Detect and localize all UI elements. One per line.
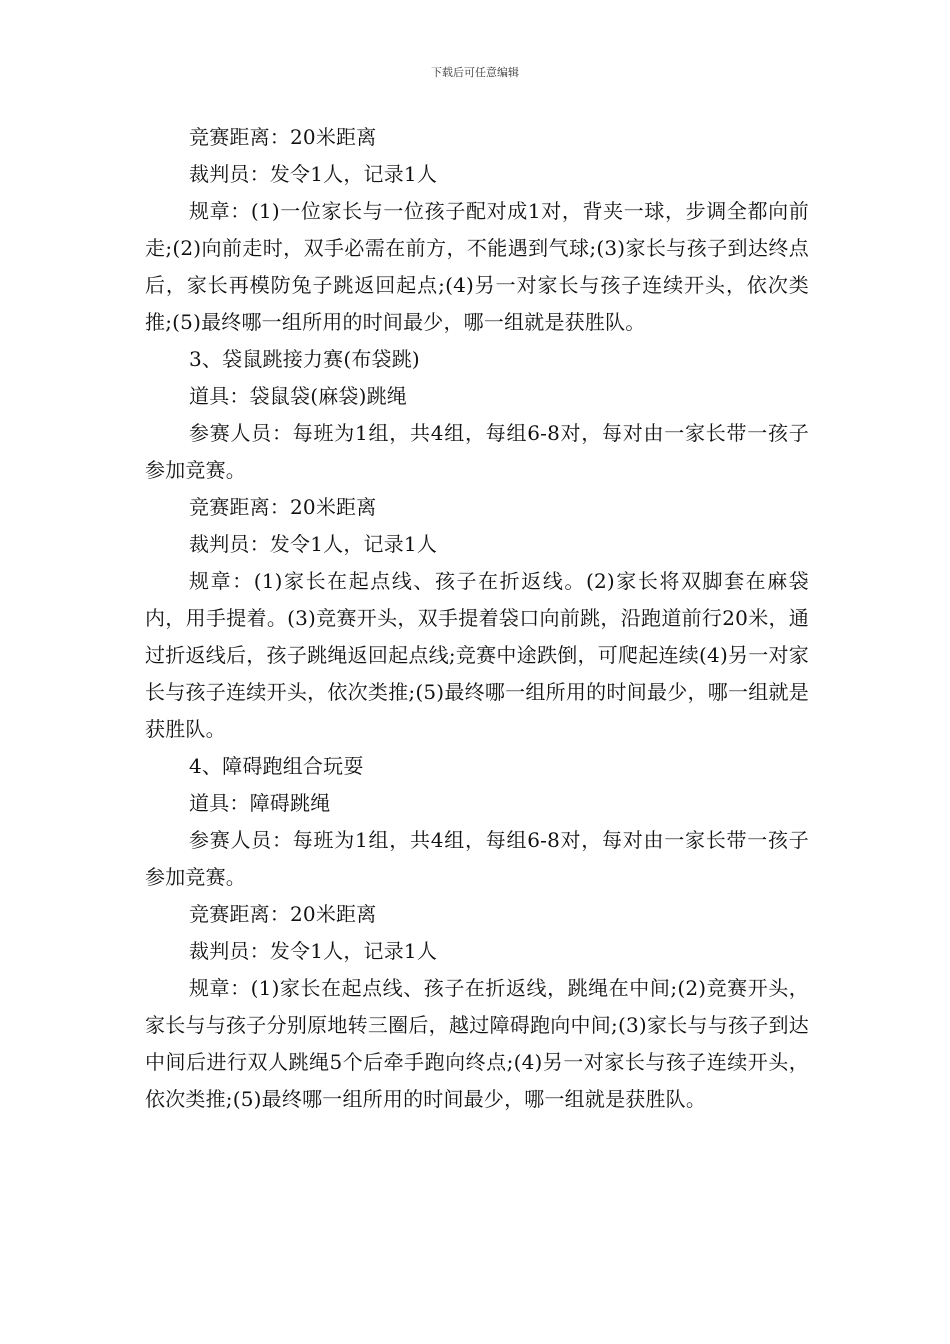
- paragraph: 规章：(1)一位家长与一位孩子配对成1对，背夹一球，步调全都向前走;(2)向前走时，双手必需在前方，不能遇到气球;(3)家长与孩子到达终点后，家长再模防兔子跳返回起点;(4)另一对家长与孩子连续开头，依次类推;(5)最终哪一组所用的时间最少，哪一组就是获胜队。: [145, 199, 809, 334]
- paragraph: 裁判员：发令1人，记录1人: [189, 162, 438, 186]
- paragraph: 竞赛距离：20米距离: [189, 902, 377, 926]
- paragraph: 参赛人员：每班为1组，共4组，每组6-8对，每对由一家长带一孩子参加竞赛。: [145, 421, 809, 482]
- paragraph: 竞赛距离：20米距离: [189, 125, 377, 149]
- section-heading: 3、袋鼠跳接力赛(布袋跳): [189, 347, 420, 371]
- paragraph: 道具：障碍跳绳: [189, 791, 331, 815]
- section-heading: 4、障碍跑组合玩耍: [189, 754, 364, 778]
- paragraph: 裁判员：发令1人，记录1人: [189, 939, 438, 963]
- paragraph: 规章：(1)家长在起点线、孩子在折返线。(2)家长将双脚套在麻袋内，用手提着。(3)竞赛开头，双手提着袋口向前跳，沿跑道前行20米，通过折返线后，孩子跳绳返回起点线;竞赛中途跌倒，可爬起连续(4)另一对家长与孩子连续开头，依次类推;(5)最终哪一组所用的时间最少，哪一组就是获胜队。: [145, 569, 809, 741]
- document-body: [145, 119, 809, 1118]
- paragraph: 裁判员：发令1人，记录1人: [189, 532, 438, 556]
- paragraph: 道具：袋鼠袋(麻袋)跳绳: [189, 384, 408, 408]
- paragraph: 规章：(1)家长在起点线、孩子在折返线，跳绳在中间;(2)竞赛开头，家长与与孩子分别原地转三圈后，越过障碍跑向中间;(3)家长与与孩子到达中间后进行双人跳绳5个后牵手跑向终点;(4)另一对家长与孩子连续开头，依次类推;(5)最终哪一组所用的时间最少，哪一组就是获胜队。: [145, 976, 809, 1111]
- page-header: 下载后可任意编辑: [431, 66, 519, 79]
- paragraph: 竞赛距离：20米距离: [189, 495, 377, 519]
- paragraph: 参赛人员：每班为1组，共4组，每组6-8对，每对由一家长带一孩子参加竞赛。: [145, 828, 809, 889]
